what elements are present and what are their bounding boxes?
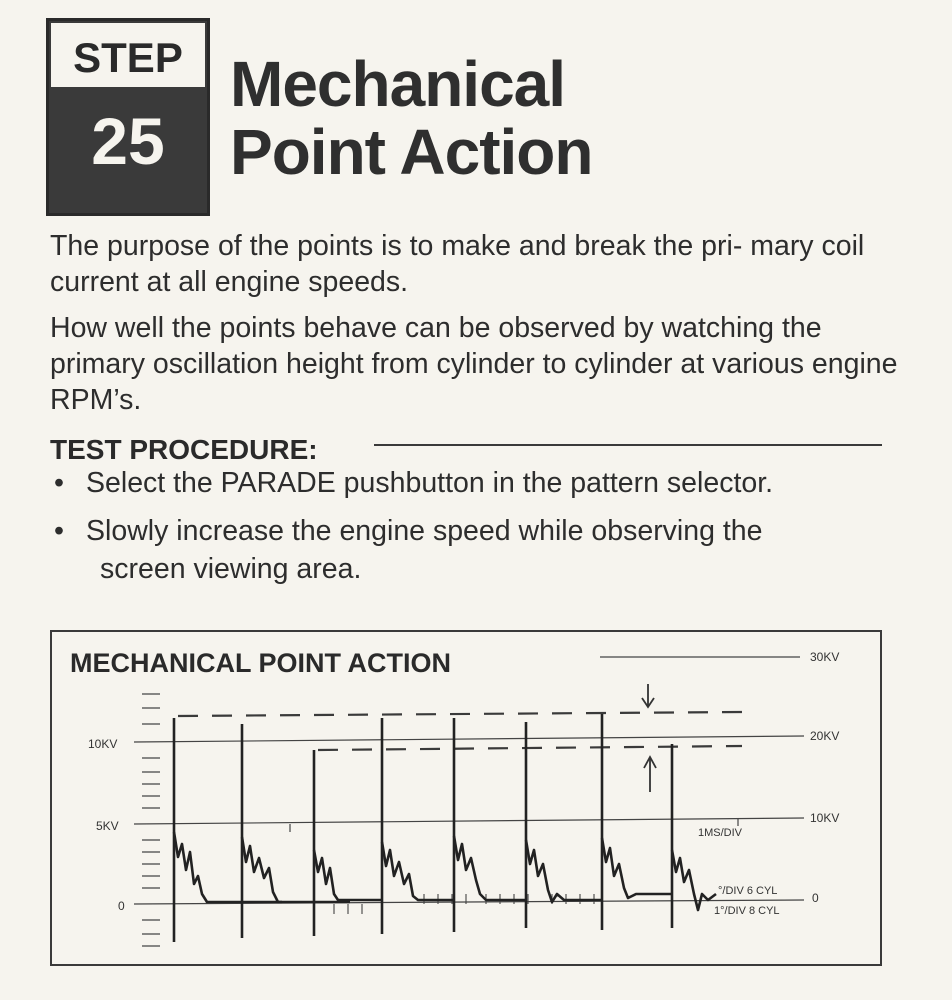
step-badge xyxy=(46,18,210,216)
left-label-10kv: 10KV xyxy=(88,737,118,751)
bullet-dot-icon: • xyxy=(54,515,64,547)
right-label-20kv: 20KV xyxy=(810,729,840,743)
test-procedure-heading: TEST PROCEDURE: xyxy=(50,434,318,465)
intro-paragraph-2: How well the points behave can be observed by watching the primary oscillation height from cylinder to cylinder at various engine RPM’s. xyxy=(50,312,898,416)
page-title xyxy=(230,50,592,186)
primary-waveform-traces xyxy=(174,714,716,942)
left-label-0: 0 xyxy=(118,899,125,913)
degree-division-6cyl-label: °/DIV 6 CYL xyxy=(718,885,778,897)
scale-line-20kv xyxy=(134,736,804,742)
up-arrow-icon xyxy=(644,757,656,792)
heading-rule xyxy=(374,444,882,446)
title-line-2: Point Action xyxy=(230,116,593,188)
right-label-0: 0 xyxy=(812,891,819,905)
bullet-text-line-2: screen viewing area. xyxy=(100,553,362,585)
bullet-text: Select the PARADE pushbutton in the pattern selector. xyxy=(86,467,774,499)
left-label-5kv: 5KV xyxy=(96,819,119,833)
time-division-label: 1MS/DIV xyxy=(698,827,743,839)
step-number: 25 xyxy=(91,104,165,178)
title-line-1: Mechanical xyxy=(230,48,566,120)
figure-title: MECHANICAL POINT ACTION xyxy=(70,648,451,678)
left-scale-ticks xyxy=(142,694,160,946)
down-arrow-icon xyxy=(642,684,654,707)
step-label: STEP xyxy=(51,23,205,87)
degree-division-8cyl-label: 1°/DIV 8 CYL xyxy=(714,905,780,917)
test-procedure-heading-row xyxy=(50,432,882,468)
bullet-dot-icon: • xyxy=(54,467,64,499)
upper-dashed-reference xyxy=(178,712,742,716)
mechanical-point-action-figure xyxy=(50,630,882,966)
intro-paragraph-1: The purpose of the points is to make and break the pri- mary coil current at all engine speeds. xyxy=(50,230,865,298)
right-label-10kv: 10KV xyxy=(810,811,840,825)
scale-line-10kv xyxy=(134,818,804,824)
right-label-30kv: 30KV xyxy=(810,650,840,664)
scope-diagram xyxy=(52,632,884,968)
bullet-text-line-1: Slowly increase the engine speed while observing the xyxy=(86,515,763,547)
bullet-text xyxy=(86,512,896,588)
